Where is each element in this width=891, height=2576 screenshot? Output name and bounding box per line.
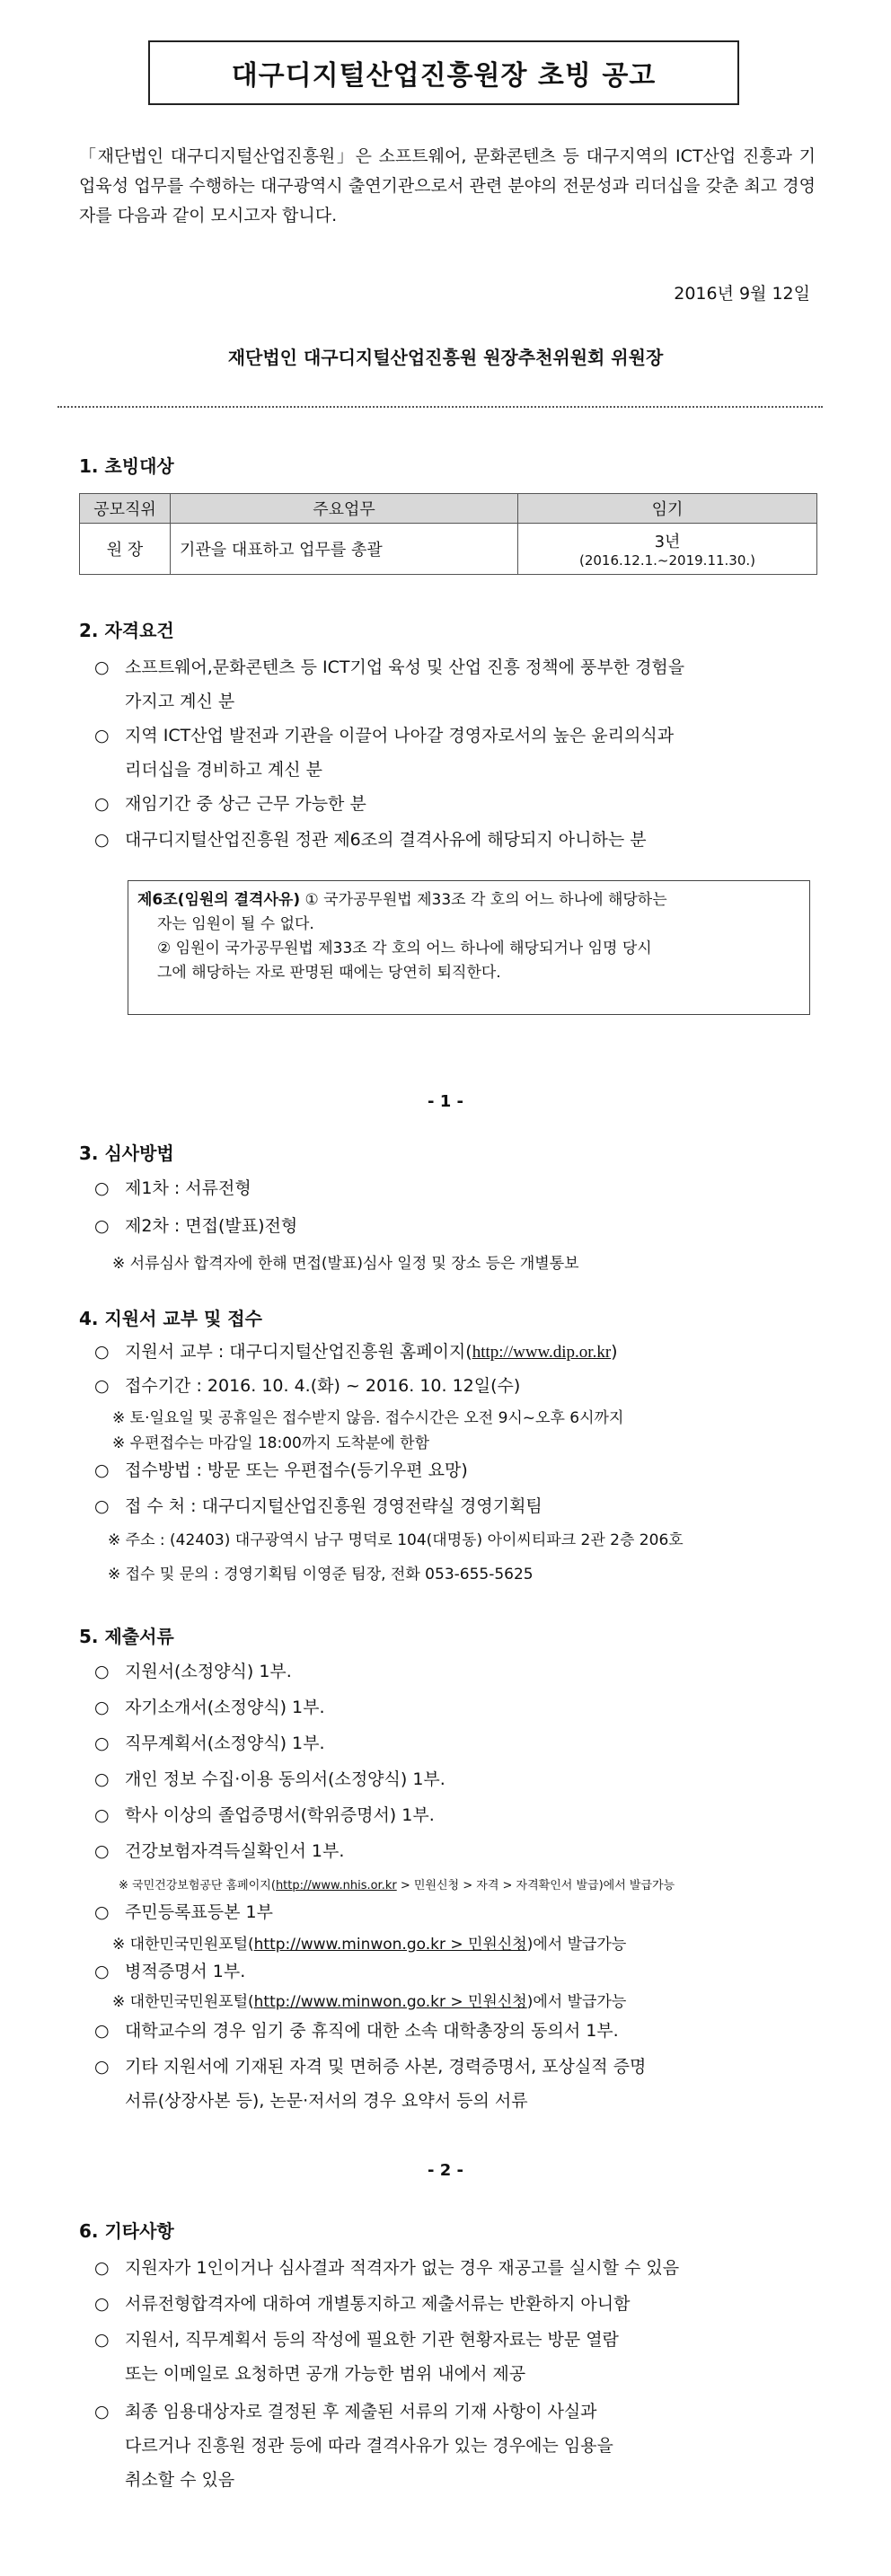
list-item [94, 1654, 822, 1689]
table-row [80, 524, 817, 575]
note-text: > 민원신청 > 자격 > 자격확인서 발급)에서 발급가능 [396, 1879, 675, 1892]
homepage-link[interactable]: http://www.dip.or.kr [472, 1343, 612, 1362]
list-item-text: 대학교수의 경우 임기 중 휴직에 대한 소속 대학총장의 동의서 1부. [125, 2021, 619, 2041]
note: ※ 접수 및 문의 : 경영기획팀 이영준 팀장, 전화 053-655-5625 [108, 1566, 534, 1584]
note-text: ※ 대한민국민원포털( [112, 1993, 254, 2011]
list-item-text: 제1차 : 서류전형 [125, 1178, 251, 1198]
note: ※ 서류심사 합격자에 한해 면접(발표)심사 일정 및 장소 등은 개별통보 [112, 1255, 579, 1273]
circle-bullet: ○ [94, 1178, 110, 1198]
list-item-text: ) [611, 1342, 618, 1362]
list-item [94, 787, 822, 821]
list-item-continuation: 리더십을 경비하고 계신 분 [125, 760, 323, 780]
list-item [94, 1690, 822, 1725]
list-item-text: 서류전형합격자에 대하여 개별통지하고 제출서류는 반환하지 아니함 [125, 2294, 631, 2314]
box-line: 그에 해당하는 자로 판명된 때에는 당연히 퇴직한다. [157, 964, 501, 982]
list-item-text: 지원서, 직무계획서 등의 작성에 필요한 기관 현황자료는 방문 열람 [125, 2330, 619, 2350]
box-line: 자는 임원이 될 수 없다. [157, 915, 314, 933]
term-length: 3년 [654, 533, 681, 551]
list-item [94, 1369, 822, 1403]
section-1-heading: 1. 초빙대상 [79, 455, 174, 477]
announcement-date: 2016년 9월 12일 [674, 284, 810, 304]
box-text: ① 국가공무원법 제33조 각 호의 어느 하나에 해당하는 [304, 891, 667, 909]
list-item [94, 823, 822, 857]
box-line [137, 888, 800, 913]
list-item [94, 1209, 822, 1243]
note [112, 1931, 626, 1954]
section-6-heading: 6. 기타사항 [79, 2220, 174, 2242]
list-item-continuation: 또는 이메일로 요청하면 공개 가능한 범위 내에서 제공 [125, 2364, 526, 2384]
note-text: )에서 발급가능 [526, 1993, 627, 2011]
table-cell: 기관을 대표하고 업무를 총괄 [171, 524, 518, 575]
list-item-text: 지원서 교부 : 대구디지털산업진흥원 홈페이지( [125, 1342, 472, 1362]
list-item [94, 2014, 822, 2048]
list-item [94, 2395, 822, 2429]
list-item [94, 1895, 822, 1929]
circle-bullet: ○ [94, 1902, 110, 1922]
note-text: )에서 발급가능 [526, 1936, 627, 1954]
page-number: - 1 - [428, 1092, 463, 1111]
list-item-continuation: 서류(상장사본 등), 논문·저서의 경우 요약서 등의 서류 [125, 2091, 528, 2111]
circle-bullet: ○ [94, 657, 110, 677]
intro-paragraph: 「재단법인 대구디지털산업진흥원」은 소프트웨어, 문화콘텐츠 등 대구지역의 ICT산업 진흥과 기업육성 업무를 수행하는 대구광역시 출연기관으로서 관련 분야의 전문성과 리더십을 갖춘 최고 경영자를 다음과 같이 모시고자 합니다. [79, 146, 816, 225]
list-item-text: 대구디지털산업진흥원 정관 제6조의 결격사유에 해당되지 아니하는 분 [125, 830, 647, 850]
list-item-text: 직무계획서(소정양식) 1부. [125, 1734, 325, 1753]
nhis-link[interactable]: http://www.nhis.or.kr [275, 1879, 397, 1892]
table-header-row [80, 494, 817, 524]
table-header: 주요업무 [171, 494, 518, 524]
list-item [94, 1726, 822, 1760]
box-line: ② 임원이 국가공무원법 제33조 각 호의 어느 하나에 해당되거나 임명 당시 [157, 940, 652, 957]
list-item-text: 지원자가 1인이거나 심사결과 적격자가 없는 경우 재공고를 실시할 수 있음 [125, 2258, 680, 2278]
list-item [94, 1171, 822, 1205]
table-header: 공모직위 [80, 494, 171, 524]
list-item [94, 1489, 822, 1523]
list-item [94, 2323, 822, 2357]
circle-bullet: ○ [94, 830, 110, 850]
list-item-text: 자기소개서(소정양식) 1부. [125, 1698, 325, 1717]
disqualification-box [128, 880, 810, 1015]
list-item-text: 병적증명서 1부. [125, 1962, 246, 1981]
list-item-continuation: 가지고 계신 분 [125, 692, 235, 711]
section-5-heading: 5. 제출서류 [79, 1626, 174, 1647]
list-item [94, 1762, 822, 1796]
note [119, 1875, 675, 1892]
list-item [94, 1335, 822, 1370]
note-text: ※ 국민건강보험공단 홈페이지( [119, 1879, 276, 1892]
box-heading: 제6조(임원의 결격사유) [137, 891, 301, 909]
list-item-text: 제2차 : 면접(발표)전형 [125, 1216, 298, 1236]
table-cell: 원 장 [80, 524, 171, 575]
section-4-heading: 4. 지원서 교부 및 접수 [79, 1308, 262, 1329]
list-item [94, 1798, 822, 1832]
list-item-text: 최종 임용대상자로 결정된 후 제출된 서류의 기재 사항이 사실과 [125, 2402, 597, 2422]
list-item [94, 2251, 822, 2285]
list-item-text: 접수기간 : 2016. 10. 4.(화) ~ 2016. 10. 12일(수) [125, 1376, 521, 1396]
list-item [94, 1453, 822, 1487]
signer: 재단법인 대구디지털산업진흥원 원장추천위원회 위원장 [227, 347, 664, 368]
section-3-heading: 3. 심사방법 [79, 1142, 174, 1164]
circle-bullet: ○ [94, 1496, 110, 1516]
circle-bullet: ○ [94, 726, 110, 745]
note: ※ 토·일요일 및 공휴일은 접수받지 않음. 접수시간은 오전 9시~오후 6시까지 [112, 1409, 624, 1427]
list-item [94, 1834, 822, 1868]
list-item-continuation: 취소할 수 있음 [125, 2470, 235, 2490]
circle-bullet: ○ [94, 2021, 110, 2041]
circle-bullet: ○ [94, 1769, 110, 1789]
table-header: 임기 [518, 494, 817, 524]
list-item [94, 1954, 822, 1989]
list-item-text: 접 수 처 : 대구디지털산업진흥원 경영전략실 경영기획팀 [125, 1496, 543, 1516]
list-item-text: 지원서(소정양식) 1부. [125, 1662, 292, 1681]
section-2-heading: 2. 자격요건 [79, 620, 174, 641]
minwon-link[interactable]: http://www.minwon.go.kr > 민원신청 [253, 1936, 527, 1954]
circle-bullet: ○ [94, 2057, 110, 2077]
list-item-text: 학사 이상의 졸업증명서(학위증명서) 1부. [125, 1805, 435, 1825]
list-item [94, 719, 822, 753]
circle-bullet: ○ [94, 1216, 110, 1236]
dotted-divider [57, 406, 823, 408]
circle-bullet: ○ [94, 1734, 110, 1753]
list-item-text: 접수방법 : 방문 또는 우편접수(등기우편 요망) [125, 1460, 468, 1480]
circle-bullet: ○ [94, 2258, 110, 2278]
note: ※ 주소 : (42403) 대구광역시 남구 명덕로 104(대명동) 아이씨티파크 2관 2층 206호 [108, 1531, 684, 1549]
list-item-text: 소프트웨어,문화콘텐츠 등 ICT기업 육성 및 산업 진흥 정책에 풍부한 경험을 [125, 657, 685, 677]
circle-bullet: ○ [94, 1841, 110, 1861]
list-item-text: 재임기간 중 상근 근무 가능한 분 [125, 794, 366, 814]
circle-bullet: ○ [94, 1805, 110, 1825]
list-item-text: 기타 지원서에 기재된 자격 및 면허증 사본, 경력증명서, 포상실적 증명 [125, 2057, 647, 2077]
list-item [94, 650, 822, 684]
circle-bullet: ○ [94, 2294, 110, 2314]
minwon-link[interactable]: http://www.minwon.go.kr > 민원신청 [253, 1993, 527, 2011]
position-table [79, 493, 817, 575]
circle-bullet: ○ [94, 1460, 110, 1480]
note [112, 1989, 626, 2011]
table-cell [518, 524, 817, 575]
circle-bullet: ○ [94, 1962, 110, 1981]
list-item-continuation: 다르거나 진흥원 정관 등에 따라 결격사유가 있는 경우에는 임용을 [125, 2436, 613, 2456]
term-period: (2016.12.1.~2019.11.30.) [578, 552, 756, 569]
circle-bullet: ○ [94, 1662, 110, 1681]
list-item-text: 건강보험자격득실확인서 1부. [125, 1841, 345, 1861]
note: ※ 우편접수는 마감일 18:00까지 도착분에 한함 [112, 1434, 430, 1452]
list-item-text: 개인 정보 수집·이용 동의서(소정양식) 1부. [125, 1769, 446, 1789]
circle-bullet: ○ [94, 794, 110, 814]
list-item [94, 2287, 822, 2321]
note-text: ※ 대한민국민원포털( [112, 1936, 254, 1954]
page-number: - 2 - [428, 2161, 463, 2180]
circle-bullet: ○ [94, 2402, 110, 2422]
list-item-text: 지역 ICT산업 발전과 기관을 이끌어 나아갈 경영자로서의 높은 윤리의식과 [125, 726, 675, 745]
list-item [94, 2050, 822, 2084]
page-title: 대구디지털산업진흥원장 초빙 공고 [148, 40, 739, 105]
circle-bullet: ○ [94, 1342, 110, 1362]
list-item-text: 주민등록표등본 1부 [125, 1902, 273, 1922]
circle-bullet: ○ [94, 1376, 110, 1396]
circle-bullet: ○ [94, 2330, 110, 2350]
circle-bullet: ○ [94, 1698, 110, 1717]
